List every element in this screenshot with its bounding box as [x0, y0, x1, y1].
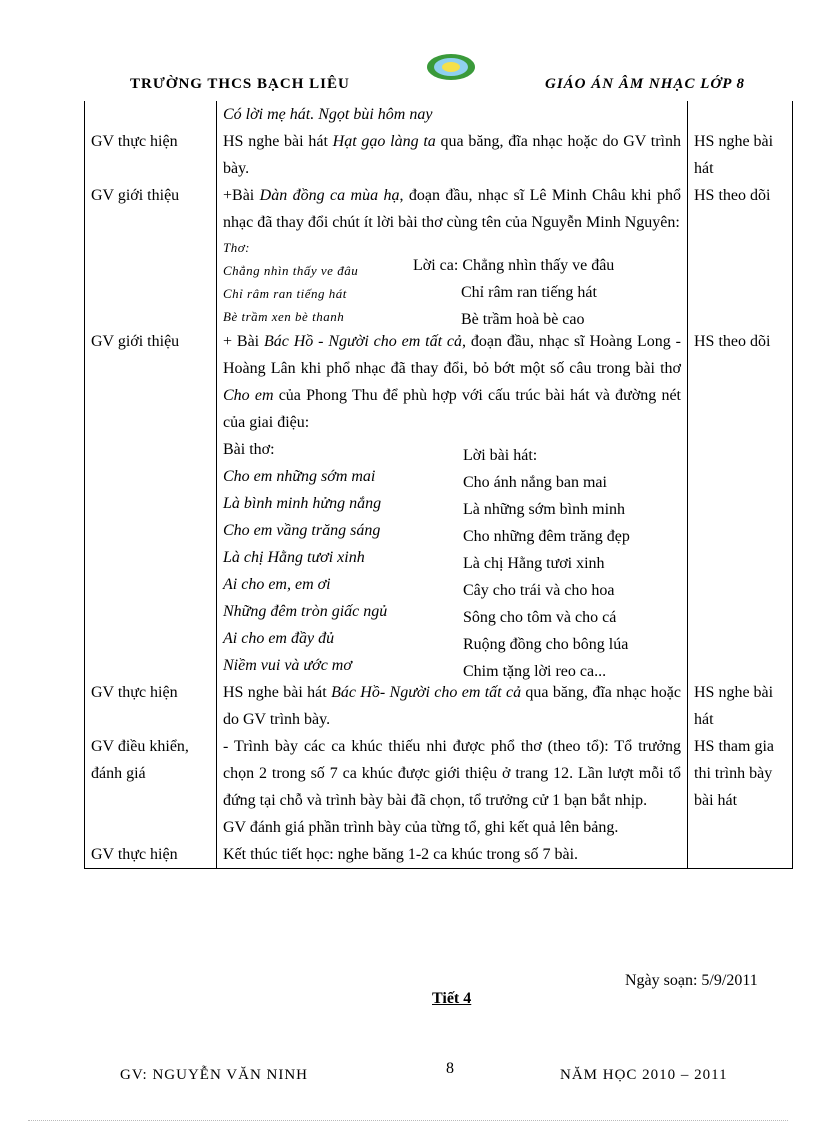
content-cell	[217, 679, 688, 733]
text: , đoạn đầu, nhạc sĩ Hoàng Long - Hoàng Lân khi phổ nhạc đã thay đổi, bỏ bớt một số câu trong bài thơ	[223, 333, 681, 377]
lyric-line: Chỉ râm ran tiếng hát	[461, 284, 597, 301]
text: , đoạn đầu, nhạc sĩ Lê Minh Châu khi phổ nhạc đã thay đổi chút ít lời bài thơ cùng tên của Nguyễn Minh Nguyên:	[223, 187, 681, 231]
role-cell: GV thực hiện	[85, 679, 217, 733]
prep-date: Ngày soạn: 5/9/2011	[625, 972, 758, 989]
lyric-line: Bè trầm hoà bè cao	[461, 311, 585, 328]
table-row	[85, 733, 793, 841]
role-cell: GV điều khiển, đánh giá	[85, 733, 217, 841]
footer-teacher: GV: NGUYỄN VĂN NINH	[120, 1067, 309, 1083]
poem-title: Cho em	[223, 387, 274, 404]
poem-line: Cho em những sớm mai	[223, 468, 376, 485]
table-row	[85, 128, 793, 182]
table-row	[85, 101, 793, 128]
poem-line: Có lời mẹ hát. Ngọt bùi hôm nay	[223, 106, 433, 123]
song-title: Bác Hồ- Người cho em tất cả	[331, 684, 522, 701]
role-cell: GV thực hiện	[85, 841, 217, 869]
content-cell	[217, 182, 688, 328]
text: HS nghe bài hát	[223, 684, 332, 701]
poem-line: Cho em vầng trăng sáng	[223, 522, 381, 539]
poem-label: Bài thơ:	[223, 441, 275, 458]
lyric-line: Ruộng đồng cho bông lúa	[463, 636, 629, 653]
lyric-line: Chim tặng lời reo ca...	[463, 663, 607, 680]
lyric-line: Cho ánh nắng ban mai	[463, 474, 607, 491]
student-cell: HS theo dõi	[688, 182, 793, 328]
poem-line: Ai cho em, em ơi	[223, 576, 331, 593]
song-title: Dàn đồng ca mùa hạ	[259, 187, 400, 204]
role-cell: GV giới thiệu	[85, 182, 217, 328]
table-row	[85, 841, 793, 869]
poem-line: Bè trầm xen bè thanh	[223, 309, 345, 324]
header-school: TRƯỜNG THCS BẠCH LIÊU	[130, 76, 350, 92]
poem-label: Thơ:	[223, 240, 250, 255]
content-cell: Kết thúc tiết học: nghe băng 1-2 ca khúc trong số 7 bài.	[217, 841, 688, 869]
student-cell: HS nghe bài hát	[688, 128, 793, 182]
student-cell: HS tham gia thi trình bày bài hát	[688, 733, 793, 841]
table-row	[85, 328, 793, 679]
poem-line: Là bình minh hửng nắng	[223, 495, 382, 512]
lyric-label: Lời bài hát:	[463, 447, 538, 464]
content-cell	[217, 328, 688, 679]
lyric-line: Là chị Hằng tươi xinh	[463, 555, 605, 572]
student-cell	[688, 101, 793, 128]
student-cell	[688, 841, 793, 869]
text: của Phong Thu để phù hợp với cấu trúc bài hát và đường nét của giai điệu:	[223, 387, 682, 431]
header-title: GIÁO ÁN ÂM NHẠC LỚP 8	[545, 76, 746, 92]
text: +Bài	[223, 187, 260, 204]
text: + Bài	[223, 333, 264, 350]
table-row	[85, 679, 793, 733]
student-cell: HS nghe bài hát	[688, 679, 793, 733]
poem-line: Là chị Hằng tươi xinh	[223, 549, 365, 566]
role-cell: GV thực hiện	[85, 128, 217, 182]
school-logo-icon	[425, 52, 477, 82]
text: qua băng, đĩa nhạc hoặc do GV trình bày.	[223, 684, 682, 728]
poem-line: Chẳng nhìn thấy ve đâu	[223, 263, 359, 278]
role-cell	[85, 101, 217, 128]
text: HS nghe bài hát	[223, 133, 333, 150]
evaluation-text: GV đánh giá phần trình bày của từng tổ, ghi kết quả lên bảng.	[223, 819, 619, 836]
content-cell	[217, 128, 688, 182]
content-cell	[217, 101, 688, 128]
poem-compare	[223, 236, 681, 328]
activity-text: - Trình bày các ca khúc thiếu nhi được phổ thơ (theo tổ): Tổ trưởng chọn 2 trong số 7 ca khúc được giới thiệu ở trang 12. Lần lượt mỗi tổ đứng tại chỗ và trình bày bài đã chọn, tổ trưởng cử 1 bạn bắt nhịp.	[223, 738, 681, 809]
footer-year: NĂM HỌC 2010 – 2011	[560, 1067, 728, 1083]
role-cell: GV giới thiệu	[85, 328, 217, 679]
lyric-line: Sông cho tôm và cho cá	[463, 609, 617, 626]
table-row	[85, 182, 793, 328]
poem-line: Chỉ râm ran tiếng hát	[223, 286, 347, 301]
lyric-line: Lời ca: Chẳng nhìn thấy ve đâu	[413, 257, 615, 274]
song-title: Hạt gạo làng ta	[332, 133, 436, 150]
poem-line: Niềm vui và ước mơ	[223, 657, 352, 674]
lesson-table	[84, 101, 793, 869]
poem-compare	[223, 436, 681, 679]
lyric-line: Cây cho trái và cho hoa	[463, 582, 615, 599]
lesson-heading: Tiết 4	[432, 990, 472, 1007]
lyric-line: Là những sớm bình minh	[463, 501, 626, 518]
page-divider	[28, 1120, 788, 1121]
poem-line: Ai cho em đầy đủ	[223, 630, 335, 647]
poem-line: Những đêm tròn giấc ngủ	[223, 603, 388, 620]
page-number: 8	[446, 1060, 454, 1077]
text: qua băng, đĩa nhạc hoặc do GV trình bày.	[223, 133, 681, 177]
lyric-line: Cho những đêm trăng đẹp	[463, 528, 630, 545]
content-cell	[217, 733, 688, 841]
song-title: Bác Hồ - Người cho em tất cả	[264, 333, 463, 350]
student-cell: HS theo dõi	[688, 328, 793, 679]
